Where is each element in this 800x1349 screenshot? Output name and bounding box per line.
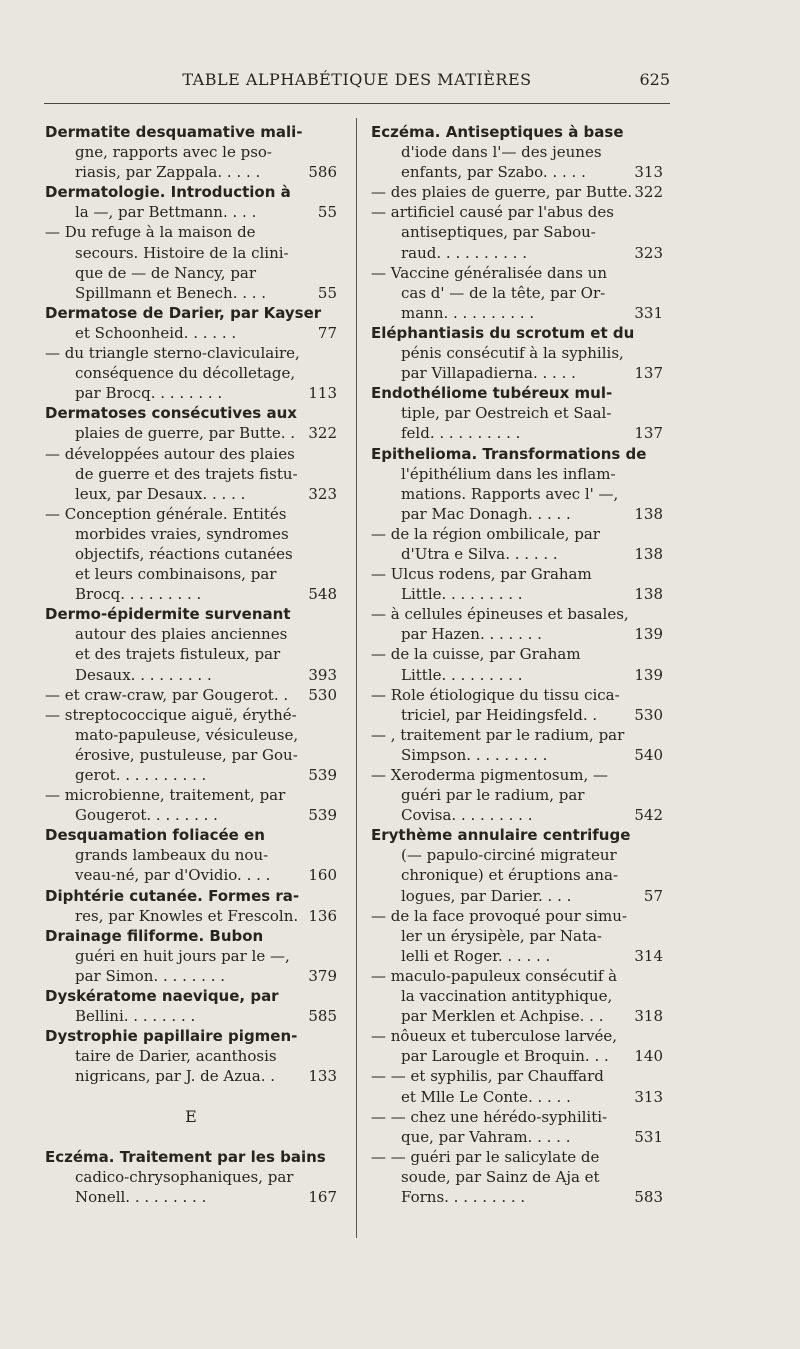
index-line [45, 243, 337, 263]
page-reference: 530 [634, 705, 663, 724]
header-rule [44, 103, 670, 104]
index-line [45, 865, 337, 885]
index-line [371, 464, 663, 484]
index-line-text: Spillmann et Benech. . . . [75, 283, 267, 302]
index-line [371, 524, 663, 544]
index-line [45, 986, 337, 1006]
page-reference: 539 [308, 806, 337, 825]
index-line-text: — , traitement par le radium, par [371, 725, 625, 744]
index-line-text: Forns. . . . . . . . . [401, 1187, 526, 1206]
index-line-text: Little. . . . . . . . . [401, 585, 523, 604]
index-line [371, 644, 663, 664]
index-line [45, 604, 337, 624]
index-line-text: taire de Darier, acanthosis [75, 1047, 277, 1066]
index-line [45, 383, 337, 403]
index-line-text: — — chez une hérédo-syphiliti- [371, 1107, 608, 1126]
index-line [45, 946, 337, 966]
index-line-text: — et craw-craw, par Gougerot. . [45, 685, 289, 704]
index-line-text: autour des plaies anciennes [75, 625, 288, 644]
index-line-text: tiple, par Oestreich et Saal- [401, 404, 612, 423]
index-line [371, 1087, 663, 1107]
index-line [45, 845, 337, 865]
page-reference: 160 [308, 866, 337, 885]
page-reference: 136 [308, 906, 337, 925]
index-line [45, 805, 337, 825]
index-line-text: — de la cuisse, par Graham [371, 645, 581, 664]
index-line [371, 886, 663, 906]
index-line-text: nigricans, par J. de Azua. . [75, 1067, 276, 1086]
index-line-text: — Vaccine généralisée dans un [371, 263, 608, 282]
index-line-text: conséquence du décolletage, [75, 364, 296, 383]
index-line [45, 403, 337, 423]
index-line-text: par Villapadierna. . . . . [401, 364, 576, 383]
index-line-text: Dermatose de Darier, par Kayser [45, 303, 322, 322]
index-line [45, 363, 337, 383]
index-line [371, 725, 663, 745]
page-reference: 77 [317, 323, 337, 342]
index-line [45, 423, 337, 443]
index-line-text: mations. Rapports avec l' —, [401, 484, 619, 503]
index-line [371, 1147, 663, 1167]
index-line [371, 122, 663, 142]
index-line [45, 142, 337, 162]
index-line-text: — Ulcus rodens, par Graham [371, 565, 592, 584]
page-reference: 139 [634, 665, 663, 684]
index-line [371, 423, 663, 443]
index-line-text: par Hazen. . . . . . . [401, 625, 542, 644]
right-column [371, 122, 663, 1207]
index-line-text: — streptococcique aiguë, érythé- [45, 705, 297, 724]
page-reference: 313 [634, 1087, 663, 1106]
index-line [45, 1187, 337, 1207]
page-reference: 137 [634, 364, 663, 383]
index-line-text: — nôueux et tuberculose larvée, [371, 1027, 618, 1046]
index-line-text: par Mac Donagh. . . . . [401, 504, 571, 523]
page-reference: 167 [308, 1187, 337, 1206]
index-line [371, 705, 663, 725]
index-line-text: (— papulo-circiné migrateur [401, 846, 617, 865]
index-line-text: grands lambeaux du nou- [75, 846, 269, 865]
index-line-text: — — et syphilis, par Chauffard [371, 1067, 604, 1086]
index-line-text: objectifs, réactions cutanées [75, 544, 293, 563]
index-line-text: que de — de Nancy, par [75, 263, 257, 282]
index-line-text: Endothéliome tubéreux mul- [371, 384, 613, 403]
index-line [45, 303, 337, 323]
page-reference: 540 [634, 745, 663, 764]
index-line-text: la —, par Bettmann. . . . [75, 203, 257, 222]
index-line [45, 544, 337, 564]
index-line-text: Dermatoses consécutives aux [45, 404, 297, 423]
page-reference: 137 [634, 424, 663, 443]
index-line-text: et Schoonheid. . . . . . [75, 323, 237, 342]
index-line-text: l'épithélium dans les inflam- [401, 464, 616, 483]
index-line-text: enfants, par Szabo. . . . . [401, 163, 586, 182]
index-line-text: par Brocq. . . . . . . . [75, 384, 223, 403]
index-line [371, 624, 663, 644]
index-line [45, 222, 337, 242]
index-line-text: d'Utra e Silva. . . . . . [401, 544, 558, 563]
page-reference: 331 [634, 303, 663, 322]
index-line-text: par Merklen et Achpise. . . [401, 1007, 604, 1026]
index-line [45, 263, 337, 283]
index-line [371, 243, 663, 263]
index-line [45, 182, 337, 202]
index-line [371, 926, 663, 946]
index-line-text: Bellini. . . . . . . . [75, 1007, 196, 1026]
index-line [45, 966, 337, 986]
index-line [371, 504, 663, 524]
index-line [371, 906, 663, 926]
index-line [45, 765, 337, 785]
index-line-text: raud. . . . . . . . . . [401, 243, 527, 262]
index-line-text: triciel, par Heidingsfeld. . [401, 705, 598, 724]
index-line-text: chronique) et éruptions ana- [401, 866, 619, 885]
index-line-text: Diphtérie cutanée. Formes ra- [45, 886, 300, 905]
index-line [371, 986, 663, 1006]
index-line-text: — de la face provoqué pour simu- [371, 906, 627, 925]
index-line [371, 403, 663, 423]
index-line-text: Erythème annulaire centrifuge [371, 826, 631, 845]
page-reference: 531 [634, 1127, 663, 1146]
index-line [371, 966, 663, 986]
index-line [45, 1006, 337, 1026]
index-line-text: Epithelioma. Transformations de [371, 444, 647, 463]
page-reference: 322 [634, 183, 663, 202]
section-letter-text: E [185, 1106, 197, 1126]
index-line [371, 1066, 663, 1086]
page-reference: 585 [308, 1007, 337, 1026]
section-letter [45, 1087, 337, 1147]
page-reference: 138 [634, 504, 663, 523]
index-line [45, 624, 337, 644]
page-reference: 138 [634, 544, 663, 563]
running-title: TABLE ALPHABÉTIQUE DES MATIÈRES [182, 70, 532, 89]
index-line [371, 182, 663, 202]
index-line [45, 1066, 337, 1086]
index-line-text: Brocq. . . . . . . . . [75, 585, 202, 604]
index-line [371, 805, 663, 825]
page-reference: 318 [634, 1007, 663, 1026]
index-line [45, 725, 337, 745]
index-line [371, 745, 663, 765]
page-reference: 55 [317, 203, 337, 222]
index-line-text: morbides vraies, syndromes [75, 524, 289, 543]
index-line [371, 363, 663, 383]
index-line [371, 1026, 663, 1046]
index-line-text: guéri en huit jours par le —, [75, 946, 290, 965]
index-line-text: mato-papuleuse, vésiculeuse, [75, 725, 299, 744]
index-line-text: Eczéma. Traitement par les bains [45, 1147, 326, 1166]
index-line [45, 665, 337, 685]
page-reference: 113 [308, 384, 337, 403]
index-line-text: Eléphantiasis du scrotum et du [371, 323, 635, 342]
index-line-text: — Xeroderma pigmentosum, — [371, 766, 609, 784]
index-line [371, 1006, 663, 1026]
index-line-text: — Conception générale. Entités [45, 504, 287, 523]
index-line [371, 484, 663, 504]
index-line-text: — microbienne, traitement, par [45, 786, 286, 805]
index-line-text: et des trajets fistuleux, par [75, 645, 281, 664]
index-line-text: cadico-chrysophaniques, par [75, 1167, 294, 1186]
index-line-text: Dermo-épidermite survenant [45, 605, 291, 624]
index-line [371, 303, 663, 323]
index-line [371, 584, 663, 604]
index-line [371, 202, 663, 222]
page-number: 625 [639, 70, 670, 89]
index-line [45, 162, 337, 182]
index-line-text: — à cellules épineuses et basales, [371, 605, 629, 624]
index-line-text: gne, rapports avec le pso- [75, 143, 272, 162]
index-line-text: Dyskératome naevique, par [45, 987, 279, 1006]
index-line-text: antiseptiques, par Sabou- [401, 223, 596, 242]
index-line [371, 444, 663, 464]
index-line-text: lelli et Roger. . . . . . [401, 946, 551, 965]
index-line [45, 886, 337, 906]
index-line [371, 544, 663, 564]
index-line-text: et leurs combinaisons, par [75, 565, 277, 584]
index-line [371, 383, 663, 403]
page-reference: 583 [634, 1187, 663, 1206]
index-line-text: — maculo-papuleux consécutif à [371, 966, 618, 985]
index-line-text: feld. . . . . . . . . . [401, 424, 521, 443]
index-line [45, 122, 337, 142]
index-line-text: secours. Histoire de la clini- [75, 243, 289, 262]
index-line [371, 825, 663, 845]
index-line-text: riasis, par Zappala. . . . . [75, 163, 261, 182]
page-reference: 548 [308, 585, 337, 604]
page-reference: 586 [308, 163, 337, 182]
index-line-text: soude, par Sainz de Aja et [401, 1167, 600, 1186]
page-reference: 139 [634, 625, 663, 644]
index-line [371, 685, 663, 705]
index-line [371, 1127, 663, 1147]
page-reference: 379 [308, 966, 337, 985]
index-line [371, 1167, 663, 1187]
index-line [371, 263, 663, 283]
index-line [371, 665, 663, 685]
page-reference: 313 [634, 163, 663, 182]
index-line [45, 1147, 337, 1167]
page-reference: 57 [643, 886, 663, 905]
index-line [45, 685, 337, 705]
index-line [45, 504, 337, 524]
index-line-text: gerot. . . . . . . . . . [75, 766, 207, 784]
left-column [45, 122, 337, 1207]
index-line [371, 765, 663, 785]
index-line [371, 1046, 663, 1066]
index-line [371, 604, 663, 624]
index-line-text: Eczéma. Antiseptiques à base [371, 123, 624, 141]
page-reference: 55 [317, 283, 337, 302]
index-line [45, 644, 337, 664]
index-line-text: — de la région ombilicale, par [371, 524, 600, 543]
index-line-text: que, par Vahram. . . . . [401, 1127, 571, 1146]
index-line-text: érosive, pustuleuse, par Gou- [75, 745, 298, 764]
index-line [45, 705, 337, 725]
page-reference: 138 [634, 585, 663, 604]
page-reference: 133 [308, 1067, 337, 1086]
index-line [371, 785, 663, 805]
index-line [45, 484, 337, 504]
index-line [45, 1046, 337, 1066]
index-line-text: Dermatologie. Introduction à [45, 183, 291, 202]
index-line-text: — — guéri par le salicylate de [371, 1147, 600, 1166]
index-line [371, 323, 663, 343]
index-line-text: Drainage filiforme. Bubon [45, 926, 264, 945]
page-reference: 314 [634, 946, 663, 965]
index-line-text: veau-né, par d'Ovidio. . . . [75, 866, 271, 885]
index-line-text: et Mlle Le Conte. . . . . [401, 1087, 571, 1106]
index-line [371, 142, 663, 162]
index-line [45, 825, 337, 845]
index-line [371, 222, 663, 242]
index-line-text: la vaccination antityphique, [401, 987, 613, 1006]
index-line [45, 584, 337, 604]
index-line [45, 323, 337, 343]
index-line [371, 1187, 663, 1207]
index-line [371, 343, 663, 363]
index-line [45, 464, 337, 484]
index-line [45, 785, 337, 805]
index-line-text: Gougerot. . . . . . . . [75, 806, 218, 825]
index-line-text: — Role étiologique du tissu cica- [371, 685, 620, 704]
page-reference: 323 [634, 243, 663, 262]
index-line-text: mann. . . . . . . . . . [401, 303, 535, 322]
page-reference: 393 [308, 665, 337, 684]
index-line-text: Simpson. . . . . . . . . [401, 745, 548, 764]
index-line-text: Dystrophie papillaire pigmen- [45, 1027, 298, 1046]
index-line-text: plaies de guerre, par Butte. . [75, 424, 296, 443]
page-reference: 539 [308, 766, 337, 784]
index-line-text: — artificiel causé par l'abus des [371, 203, 614, 222]
index-line [371, 845, 663, 865]
page-reference: 542 [634, 806, 663, 825]
index-line-text: Desquamation foliacée en [45, 826, 265, 845]
index-line [45, 906, 337, 926]
index-line-text: — du triangle sterno-claviculaire, [45, 344, 300, 363]
index-line [371, 162, 663, 182]
index-line [45, 926, 337, 946]
index-line [371, 946, 663, 966]
column-divider [356, 118, 357, 1238]
page-header [44, 70, 670, 96]
index-line-text: par Simon. . . . . . . . [75, 966, 225, 985]
index-line [45, 343, 337, 363]
index-line [45, 745, 337, 765]
index-line [45, 1167, 337, 1187]
index-line-text: Nonell. . . . . . . . . [75, 1187, 207, 1206]
index-line [371, 564, 663, 584]
index-line [45, 202, 337, 222]
index-line [371, 283, 663, 303]
index-line [45, 564, 337, 584]
index-line-text: leux, par Desaux. . . . . [75, 484, 246, 503]
index-line-text: — Du refuge à la maison de [45, 223, 256, 242]
page-reference: 322 [308, 424, 337, 443]
index-line [45, 524, 337, 544]
index-line [45, 444, 337, 464]
index-line-text: d'iode dans l'— des jeunes [401, 143, 602, 162]
index-line-text: logues, par Darier. . . . [401, 886, 572, 905]
index-line [371, 865, 663, 885]
index-line-text: Little. . . . . . . . . [401, 665, 523, 684]
page-reference: 140 [634, 1047, 663, 1066]
index-line-text: de guerre et des trajets fistu- [75, 464, 298, 483]
index-line-text: — des plaies de guerre, par Butte. [371, 183, 633, 202]
index-line-text: pénis consécutif à la syphilis, [401, 344, 624, 363]
page-reference: 323 [308, 484, 337, 503]
index-line-text: Dermatite desquamative mali- [45, 123, 303, 141]
index-line-text: Covisa. . . . . . . . . [401, 806, 533, 825]
index-line [371, 1107, 663, 1127]
index-line-text: res, par Knowles et Frescoln. [75, 906, 299, 925]
index-line-text: par Larougle et Broquin. . . [401, 1047, 609, 1066]
index-line [45, 1026, 337, 1046]
index-line [45, 283, 337, 303]
page-reference: 530 [308, 685, 337, 704]
index-line-text: ler un érysipèle, par Nata- [401, 926, 602, 945]
index-line-text: guéri par le radium, par [401, 786, 585, 805]
index-line-text: — développées autour des plaies [45, 444, 295, 463]
index-line-text: Desaux. . . . . . . . . [75, 665, 212, 684]
index-line-text: cas d' — de la tête, par Or- [401, 283, 606, 302]
